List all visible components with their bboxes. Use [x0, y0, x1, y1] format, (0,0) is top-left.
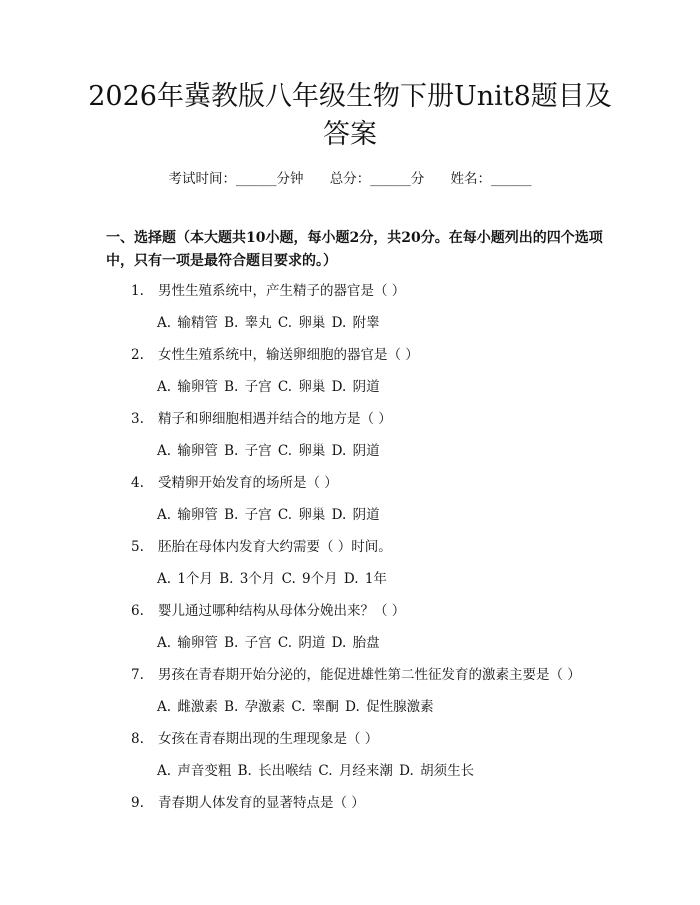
question-text: 男孩在青春期开始分泌的，能促进雄性第二性征发育的激素主要是（ ）: [158, 667, 581, 683]
name-field: 姓名：______: [450, 171, 532, 187]
question-number: 5.: [131, 539, 144, 555]
question-4: [131, 474, 611, 492]
section-heading: 一、选择题（本大题共10小题，每小题2分，共20分。在每小题列出的四个选项中，只有一项是最符合题目要求的。）: [106, 230, 603, 269]
question-5: [131, 538, 611, 556]
exam-info-line: [0, 170, 700, 188]
question-number: 3.: [131, 411, 144, 427]
question-6: [131, 602, 611, 620]
question-number: 2.: [131, 347, 144, 363]
question-number: 4.: [131, 475, 144, 491]
question-text: 胚胎在母体内发育大约需要（ ）时间。: [158, 539, 392, 555]
exam-time-field: 考试时间：______分钟: [168, 171, 304, 187]
question-2: [131, 346, 611, 364]
question-8: [131, 730, 611, 748]
question-text: 女性生殖系统中，输送卵细胞的器官是（ ）: [158, 347, 419, 363]
question-3: [131, 410, 611, 428]
question-text: 受精卵开始发育的场所是（ ）: [158, 475, 338, 491]
question-4-options: A. 输卵管 B. 子宫 C. 卵巢 D. 阴道: [157, 507, 380, 523]
question-6-options: A. 输卵管 B. 子宫 C. 阴道 D. 胎盘: [157, 635, 380, 651]
question-number: 9.: [131, 795, 144, 811]
question-text: 女孩在青春期出现的生理现象是（ ）: [158, 731, 379, 747]
question-number: 7.: [131, 667, 144, 683]
question-7-options: A. 雌激素 B. 孕激素 C. 睾酮 D. 促性腺激素: [157, 699, 434, 715]
document-title: 2026年冀教版八年级生物下册Unit8题目及答案: [88, 81, 612, 150]
question-number: 6.: [131, 603, 144, 619]
question-2-options: A. 输卵管 B. 子宫 C. 卵巢 D. 阴道: [157, 379, 380, 395]
question-1: [131, 282, 611, 300]
question-1-options: A. 输精管 B. 睾丸 C. 卵巢 D. 附睾: [157, 315, 380, 331]
question-8-options: A. 声音变粗 B. 长出喉结 C. 月经来潮 D. 胡须生长: [157, 763, 475, 779]
question-3-options: A. 输卵管 B. 子宫 C. 卵巢 D. 阴道: [157, 443, 380, 459]
question-number: 1.: [131, 283, 144, 299]
question-text: 精子和卵细胞相遇并结合的地方是（ ）: [158, 411, 392, 427]
question-7: [131, 666, 611, 684]
question-text: 男性生殖系统中，产生精子的器官是（ ）: [158, 283, 406, 299]
question-number: 8.: [131, 731, 144, 747]
question-text: 青春期人体发育的显著特点是（ ）: [158, 795, 365, 811]
question-9: [131, 794, 611, 812]
question-5-options: A. 1个月 B. 3个月 C. 9个月 D. 1年: [157, 571, 387, 587]
question-text: 婴儿通过哪种结构从母体分娩出来？（ ）: [158, 603, 406, 619]
total-score-field: 总分：______分: [329, 171, 425, 187]
